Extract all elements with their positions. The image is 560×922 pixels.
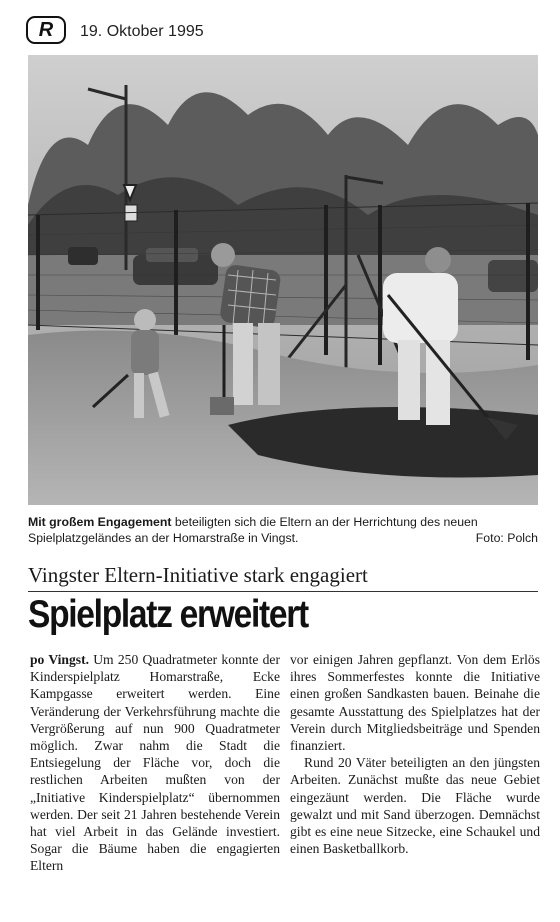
article-headline: Spielplatz erweitert <box>28 593 308 636</box>
caption-text: beteiligten sich die Eltern an der Herrichtung des neuen Spielplatzgeländes an der Homarstraße in Vingst. <box>28 515 478 545</box>
article-byline: po Vingst. <box>30 652 89 667</box>
article-paragraph-3: Rund 20 Väter beteiligten an den jüngsten Arbeiten. Zunächst mußte das neue Gebiet eingezäunt werden. Die Fläche wurde gewalzt und mit Sand überzogen. Demnächst gibt es eine neue Sitzecke, eine Schaukel und einen Basketballkorb. <box>290 755 540 857</box>
article-photo <box>28 55 538 505</box>
logo-letter: R <box>38 18 54 41</box>
photo-caption <box>28 514 538 546</box>
issue-date: 19. Oktober 1995 <box>80 23 204 40</box>
article-column-2 <box>290 651 540 857</box>
article-paragraph-1 <box>30 651 280 875</box>
article-kicker: Vingster Eltern-Initiative stark engagiert <box>28 563 538 592</box>
column-1-text: Um 250 Quadratmeter konnte der Kinderspielplatz Homarstraße, Ecke Kampgasse erweitert werden. Eine Veränderung der Verkehrsführung machte die Vergrößerung auf nun 900 Quadratmeter möglich. Zwar nahm die Stadt die Entsiegelung der Fläche vor, doch die restlichen Arbeiten mußten von der „Initiative Kinderspielplatz“ übernommen werden. Der seit 21 Jahren bestehende Verein hat viel Arbeit in das Gelände investiert. Sogar die Bäume haben die engagierten Eltern <box>30 652 280 874</box>
page-header <box>26 16 546 48</box>
article-paragraph-2: vor einigen Jahren gepflanzt. Von dem Erlös ihres Sommerfestes konnte die Initiative einen großen Sandkasten bauen. Beinahe die gesamte Ausstattung des Spielplatzes hat der Verein durch Mitgliedsbeiträge und Spenden finanziert. <box>290 652 540 754</box>
article-column-1 <box>30 651 280 875</box>
newspaper-logo <box>26 16 66 44</box>
playground-photo-image <box>28 55 538 505</box>
caption-lead: Mit großem Engagement <box>28 515 172 529</box>
photo-credit: Foto: Polch <box>475 531 538 545</box>
